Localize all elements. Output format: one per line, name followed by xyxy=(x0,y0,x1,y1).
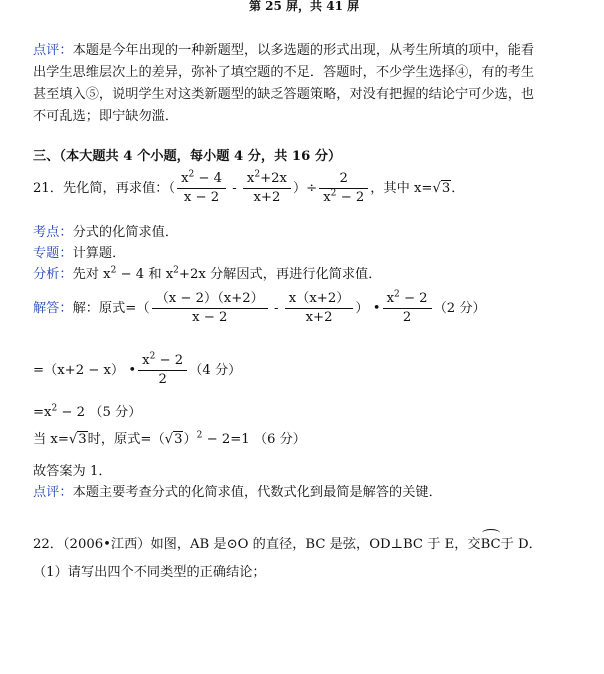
arc-bc: BC xyxy=(481,533,501,556)
fraction: $\frac{x^2+2x}{x+2}$ xyxy=(243,170,291,207)
question-21: 21．先化简，再求值：（ $\frac{x^2 - 4}{x - 2}$ - $\frac{x^2+2x}{x+2}$ ）÷ $\frac{2}{x^2 - 2}$ ，其中 x=√3． xyxy=(33,169,465,205)
question-22-part-1: （1）请写出四个不同类型的正确结论； xyxy=(33,565,266,580)
fraction: $\frac{x^2 - 4}{x - 2}$ xyxy=(177,170,226,207)
comment-tag: 点评： xyxy=(33,43,73,58)
solution-step-2: =（x+2 − x） • $\frac{x^2 - 2}{2}$ （4 分） xyxy=(33,351,242,387)
solution-step-1: 解答：解：原式=（ $\frac{(x - 2)(x+2)}{x - 2}$ - $\frac{x(x+2)}{x+2}$ ） • $\frac{x^2 - 2}{2}$ （2 分） xyxy=(33,289,486,325)
page-indicator: 第 25 屏，共 41 屏 xyxy=(249,0,360,13)
sqrt-sign: √ xyxy=(432,181,441,196)
section-heading: 三、（本大题共 4 个小题，每小题 4 分，共 16 分） xyxy=(33,149,342,164)
comment-line: 本题是今年出现的一种新题型，以多选题的形式出现，从考生所填的项中，能看 xyxy=(72,43,535,58)
fraction: $\frac{x(x+2)}{x+2}$ xyxy=(285,290,354,327)
zhuanti-line: 专题：计算题． xyxy=(33,246,126,261)
comment-line-21: 点评：本题主要考查分式的化简求值，代数式化到最简是解答的关键． xyxy=(33,485,442,500)
comment-line: 不可乱选；即宁缺勿滥． xyxy=(33,109,179,124)
kaodian-line: 考点：分式的化简求值． xyxy=(33,225,179,240)
solution-step-3: $=x^2 - 2$ （5 分） xyxy=(33,403,142,420)
analysis-line: 分析：先对 $x^2 - 4$ 和 $x^2+2x$ 分解因式，再进行化简求值． xyxy=(33,265,382,282)
fraction: $\frac{(x - 2)(x+2)}{x - 2}$ xyxy=(152,290,268,327)
fraction: $\frac{x^2 - 2}{2}$ xyxy=(383,290,432,327)
question-lead: 21．先化简，再求值：（ xyxy=(33,181,176,196)
fraction: $\frac{x^2 - 2}{2}$ xyxy=(138,352,187,389)
comment-line: 出学生思维层次上的差异，弥补了填空题的不足．答题时，不少学生选择④，有的考生 xyxy=(33,65,535,80)
solution-step-4: 当 x=√3时，原式$=(√3)^2 - 2=1$ （6 分） xyxy=(33,430,306,447)
answer-line: 故答案为 1． xyxy=(33,464,112,479)
fraction: $\frac{2}{x^2 - 2}$ xyxy=(319,170,368,207)
question-22: 22．（2006•江西）如图，AB 是⊙O 的直径，BC 是弦，OD⊥BC 于 E，交BC于 D． xyxy=(33,533,542,556)
comment-line: 甚至填入⑤，说明学生对这类新题型的缺乏答题策略，对没有把握的结论宁可少选，也 xyxy=(33,87,535,102)
